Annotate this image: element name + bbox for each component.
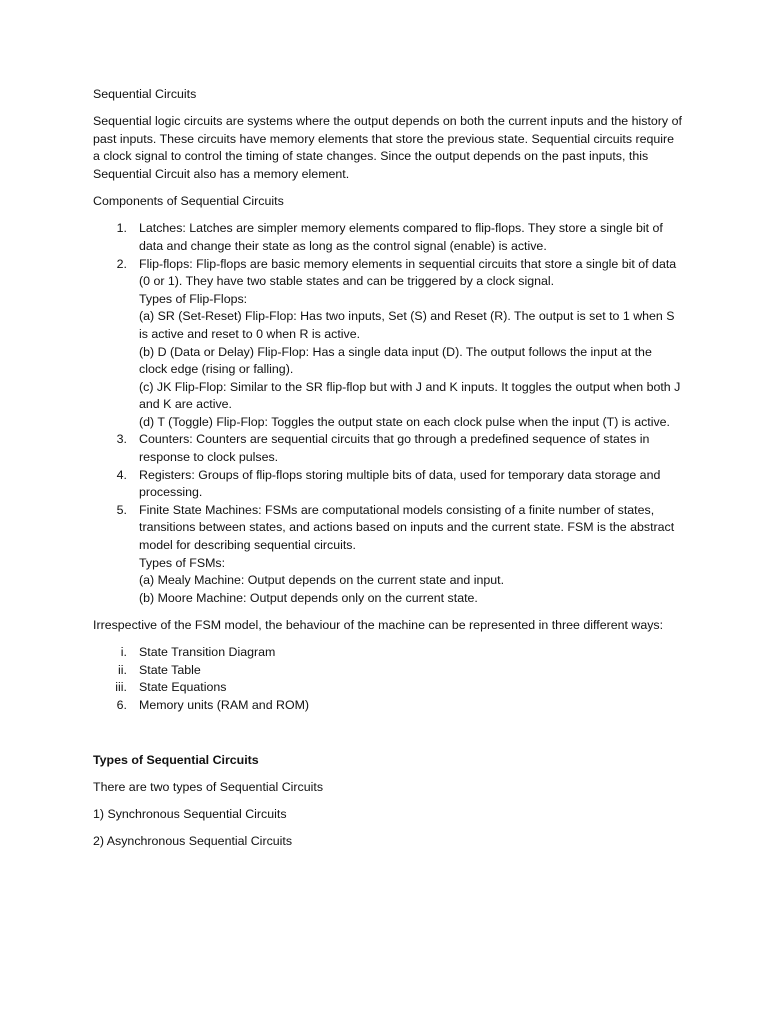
components-heading: Components of Sequential Circuits	[93, 194, 284, 209]
list-item-text: Latches: Latches are simpler memory elements compared to flip-flops. They store a single bit of data and change their state as long as the control signal (enable) is active.	[139, 221, 663, 253]
list-marker: 1.	[116, 221, 127, 236]
type-synchronous: 1) Synchronous Sequential Circuits	[93, 806, 287, 821]
list-item	[93, 697, 683, 715]
list-item	[93, 662, 683, 680]
list-marker: 6.	[116, 697, 127, 712]
list-item	[93, 502, 683, 608]
fsm-paragraph: Irrespective of the FSM model, the behaviour of the machine can be represented in three different ways:	[93, 618, 664, 632]
list-item-text: Memory units (RAM and ROM)	[139, 697, 310, 712]
flip-flop-types-heading: Types of Flip-Flops:	[139, 291, 248, 306]
type-asynchronous: 2) Asynchronous Sequential Circuits	[93, 834, 293, 849]
flip-flop-type-sr: (a) SR (Set-Reset) Flip-Flop: Has two inputs, Set (S) and Reset (R). The output is set to 1 when S is active and reset to 0 when R is active.	[139, 309, 675, 341]
types-heading: Types of Sequential Circuits	[93, 752, 259, 767]
spacer	[93, 715, 683, 752]
types-intro: There are two types of Sequential Circuits	[93, 779, 324, 794]
list-marker: ii.	[118, 662, 127, 677]
list-marker: 5.	[116, 502, 127, 517]
representations-list	[93, 644, 683, 714]
list-marker: iii.	[115, 680, 127, 695]
intro-paragraph: Sequential logic circuits are systems where the output depends on both the current inputs and the history of past inputs. These circuits have memory elements that store the previous state. Sequential circuits require a clock signal to control the timing of state changes. Since the output depends on the past inputs, this Sequential Circuit also has a memory element.	[93, 114, 682, 181]
list-item-text: State Table	[139, 662, 201, 677]
flip-flop-type-d: (b) D (Data or Delay) Flip-Flop: Has a single data input (D). The output follows the input at the clock edge (rising or falling).	[139, 344, 652, 377]
list-item	[93, 256, 683, 432]
components-list	[93, 220, 683, 607]
flip-flop-type-t: (d) T (Toggle) Flip-Flop: Toggles the output state on each clock pulse when the input (T) is active.	[139, 414, 671, 429]
list-marker: 4.	[116, 467, 127, 482]
list-item	[93, 467, 683, 502]
list-item-text: Finite State Machines: FSMs are computational models consisting of a finite number of states, transitions between states, and actions based on inputs and the current state. FSM is the abstract model for describing sequential circuits.	[139, 502, 675, 553]
list-item-text: Counters: Counters are sequential circuits that go through a predefined sequence of states in response to clock pulses.	[139, 432, 650, 465]
list-item-text: State Equations	[139, 680, 227, 695]
fsm-types-heading: Types of FSMs:	[139, 555, 226, 570]
list-marker: 3.	[116, 432, 127, 447]
list-item	[93, 644, 683, 662]
document-title: Sequential Circuits	[93, 87, 197, 101]
list-item-text: State Transition Diagram	[139, 645, 276, 660]
list-marker: i.	[120, 645, 127, 660]
fsm-type-mealy: (a) Mealy Machine: Output depends on the current state and input.	[139, 573, 505, 588]
list-item	[93, 431, 683, 466]
list-item-text: Flip-flops: Flip-flops are basic memory elements in sequential circuits that store a single bit of data (0 or 1). They have two stable states and can be triggered by a clock signal.	[139, 256, 677, 289]
list-item	[93, 220, 683, 255]
flip-flop-type-jk: (c) JK Flip-Flop: Similar to the SR flip-flop but with J and K inputs. It toggles the output when both J and K are active.	[139, 379, 681, 412]
list-item	[93, 679, 683, 697]
list-marker: 2.	[116, 256, 127, 271]
fsm-type-moore: (b) Moore Machine: Output depends only on the current state.	[139, 590, 478, 605]
document-page	[93, 86, 683, 860]
list-item-text: Registers: Groups of flip-flops storing multiple bits of data, used for temporary data storage and processing.	[139, 467, 661, 500]
